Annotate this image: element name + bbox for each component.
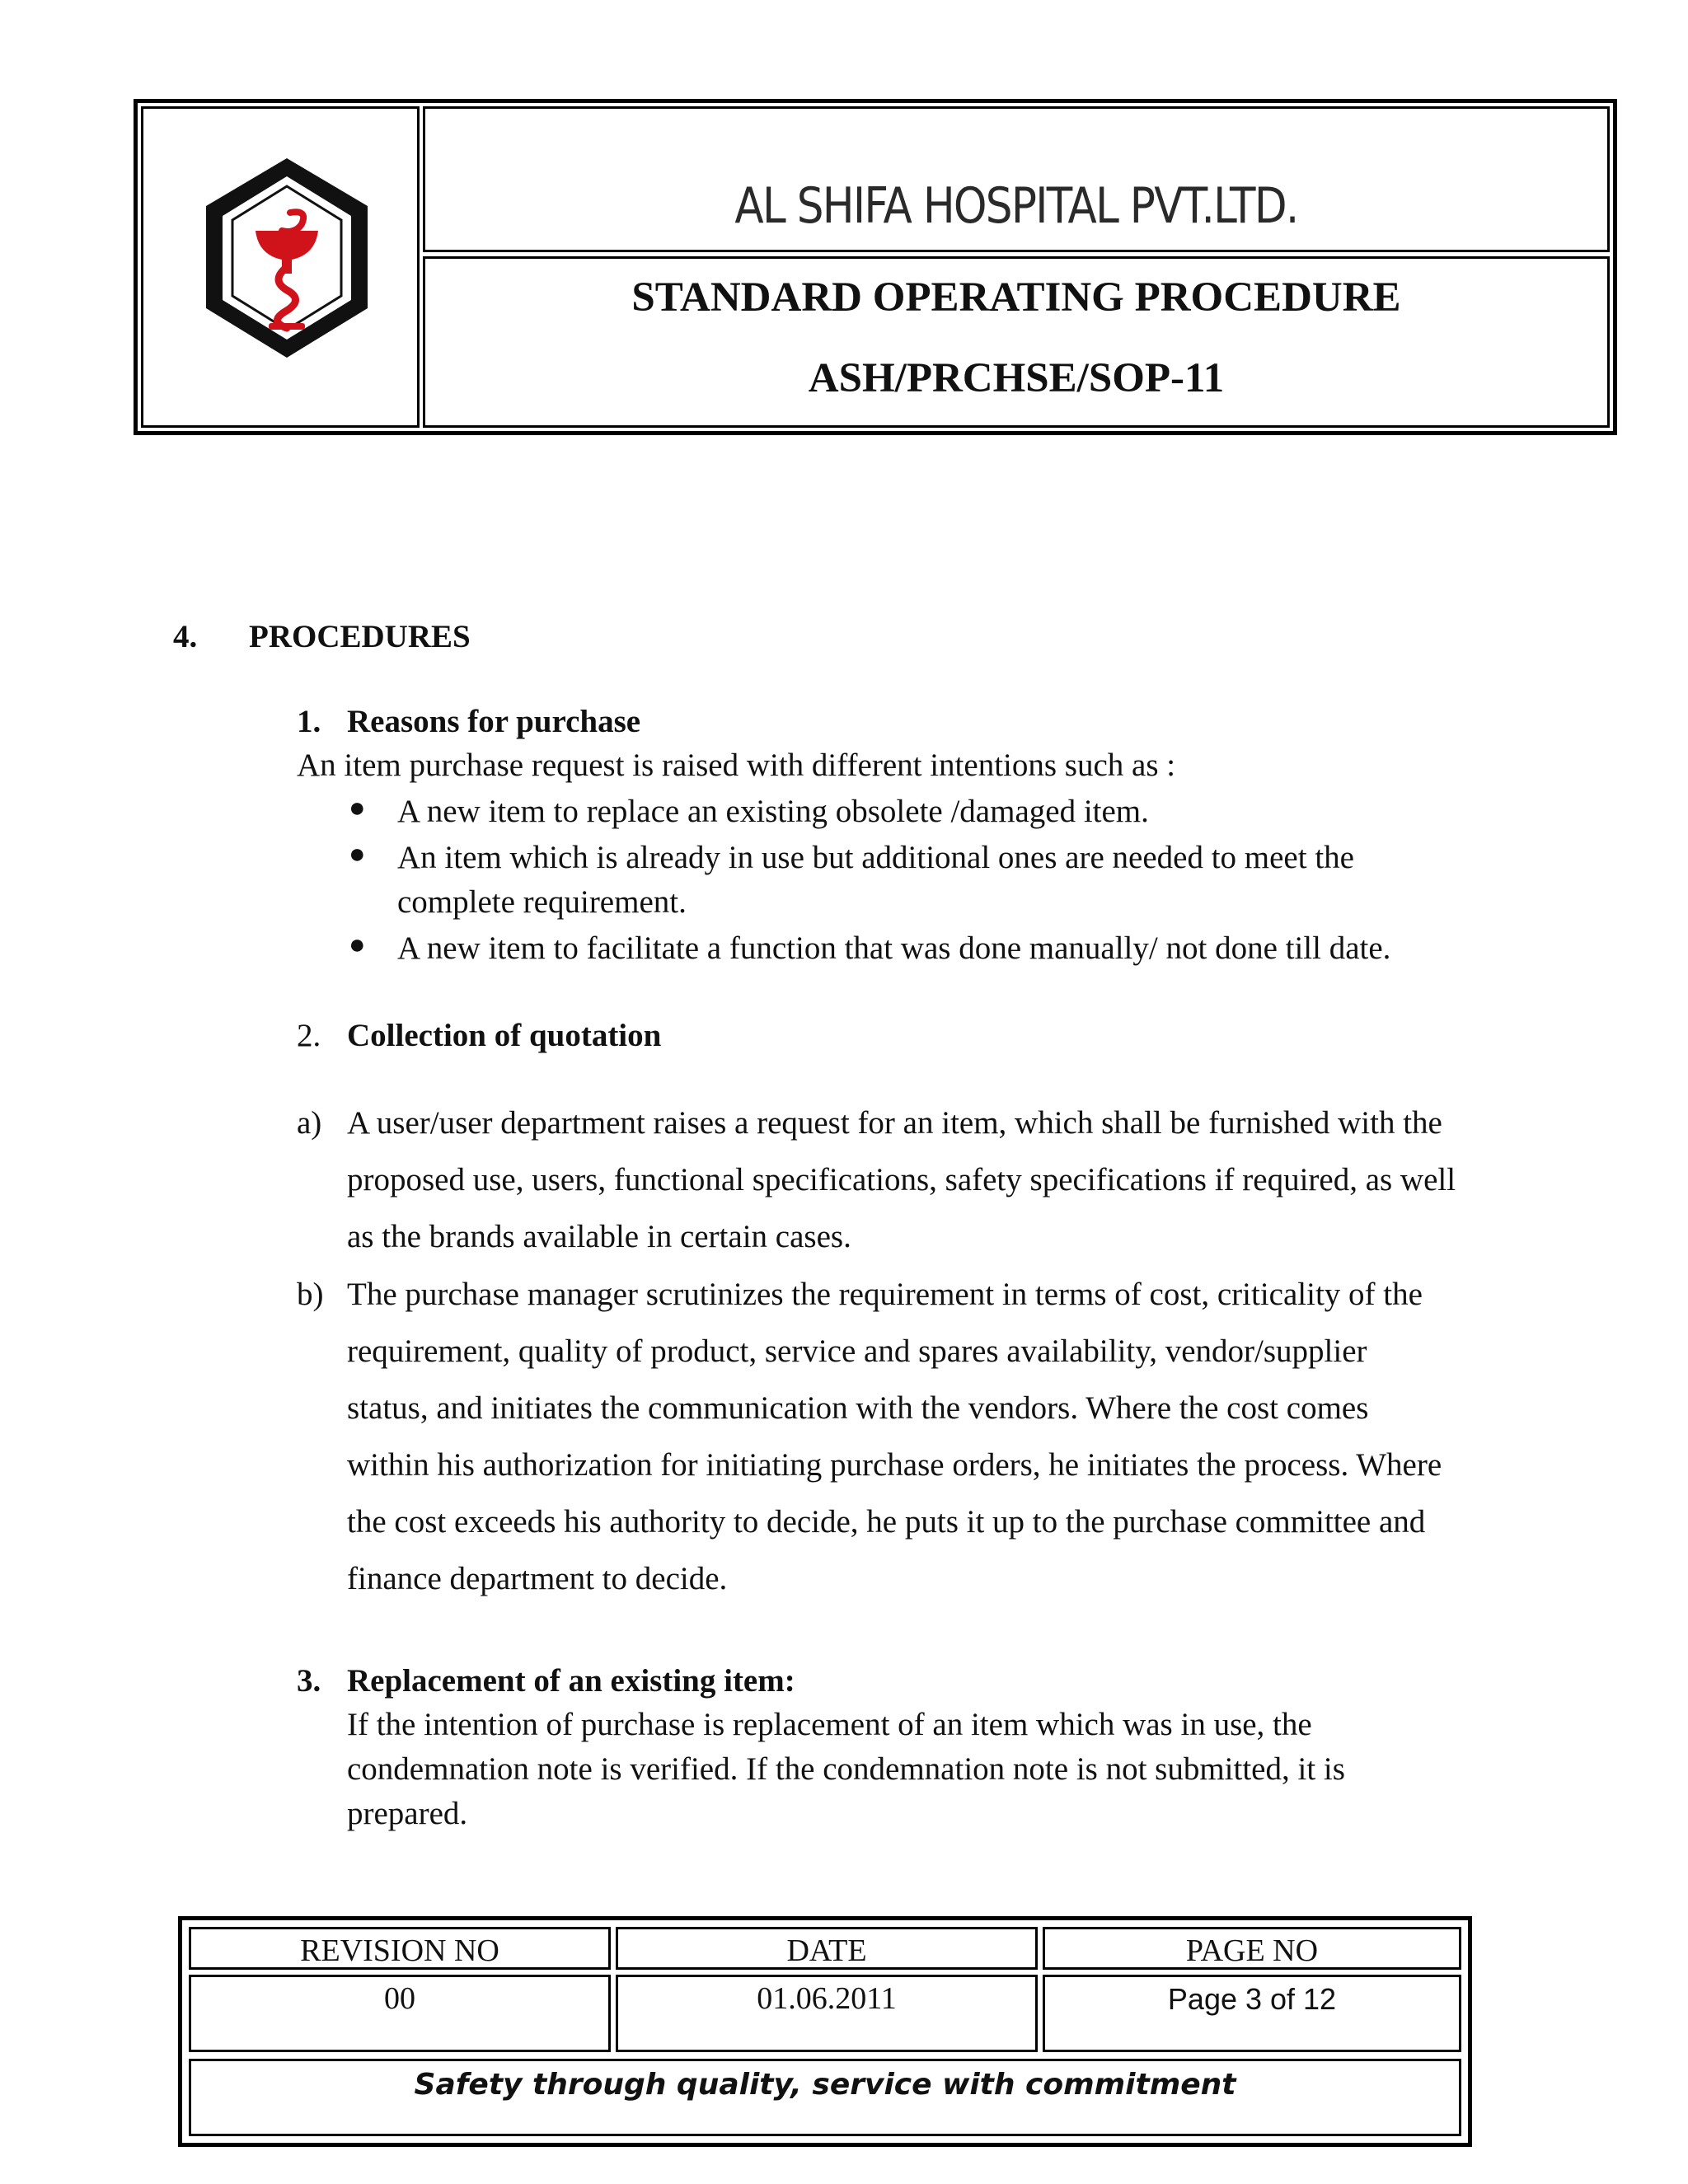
item1-number: 1. [297, 704, 321, 739]
hospital-name-cell [423, 106, 1610, 252]
page-value-cell [1043, 1975, 1461, 2052]
page-value: Page 3 of 12 [1167, 1982, 1337, 2016]
document-header [134, 99, 1617, 435]
item1-bullet-2: An item which is already in use but additional ones are needed to meet the [397, 840, 1354, 875]
item1-bullet-2-cont: complete requirement. [397, 884, 687, 920]
section-number: 4. [173, 619, 198, 654]
item2-a-line: as the brands available in certain cases. [347, 1219, 851, 1254]
motto-cell [189, 2059, 1461, 2136]
revision-value-cell [189, 1975, 611, 2052]
item3-number: 3. [297, 1663, 321, 1699]
bullet-icon: ● [349, 930, 366, 960]
item2-b-line: finance department to decide. [347, 1561, 728, 1596]
item2-a-label: a) [297, 1105, 322, 1141]
item2-title: Collection of quotation [347, 1018, 662, 1053]
item2-b-line: status, and initiates the communication with the vendors. Where the cost comes [347, 1390, 1369, 1426]
item2-b-line: the cost exceeds his authority to decide, he puts it up to the purchase committee and [347, 1504, 1426, 1540]
item1-intro: An item purchase request is raised with different intentions such as : [297, 748, 1176, 783]
page-label-cell [1043, 1927, 1461, 1970]
bullet-icon: ● [349, 793, 366, 823]
motto: Safety through quality, service with commitment [414, 2068, 1236, 2102]
item1-bullet-3: A new item to facilitate a function that was done manually/ not done till date. [397, 930, 1391, 966]
revision-value: 00 [384, 1981, 415, 2016]
item3-line: prepared. [347, 1796, 468, 1831]
date-value: 01.06.2011 [757, 1981, 897, 2016]
item3-title: Replacement of an existing item: [347, 1663, 795, 1699]
item2-b-line: requirement, quality of product, service and spares availability, vendor/supplier [347, 1333, 1367, 1369]
logo-cell [141, 106, 420, 428]
date-label-cell [616, 1927, 1038, 1970]
date-label: DATE [786, 1933, 867, 1968]
item1-bullet-1: A new item to replace an existing obsolete /damaged item. [397, 794, 1149, 829]
item2-a-line: proposed use, users, functional specifications, safety specifications if required, as well [347, 1162, 1456, 1197]
item2-number: 2. [297, 1018, 321, 1053]
document-footer [178, 1916, 1472, 2147]
bullet-icon: ● [349, 839, 366, 869]
revision-label: REVISION NO [300, 1933, 499, 1968]
hospital-name: AL SHIFA HOSPITAL PVT.LTD. [734, 177, 1298, 235]
item2-b-line: within his authorization for initiating purchase orders, he initiates the process. Where [347, 1447, 1442, 1483]
section-title: PROCEDURES [249, 619, 471, 654]
sop-cell [423, 256, 1610, 428]
document-type: STANDARD OPERATING PROCEDURE [631, 274, 1401, 321]
document-code: ASH/PRCHSE/SOP-11 [808, 355, 1225, 401]
item3-line: If the intention of purchase is replacement of an item which was in use, the [347, 1707, 1312, 1742]
page-label: PAGE NO [1185, 1933, 1319, 1968]
revision-label-cell [189, 1927, 611, 1970]
hospital-logo-icon [199, 152, 374, 366]
item2-b-label: b) [297, 1277, 324, 1312]
item3-line: condemnation note is verified. If the condemnation note is not submitted, it is [347, 1751, 1345, 1787]
item2-b-line: The purchase manager scrutinizes the requirement in terms of cost, criticality of the [347, 1277, 1423, 1312]
date-value-cell [616, 1975, 1038, 2052]
item1-title: Reasons for purchase [347, 704, 641, 739]
item2-a-line: A user/user department raises a request for an item, which shall be furnished with the [347, 1105, 1442, 1141]
